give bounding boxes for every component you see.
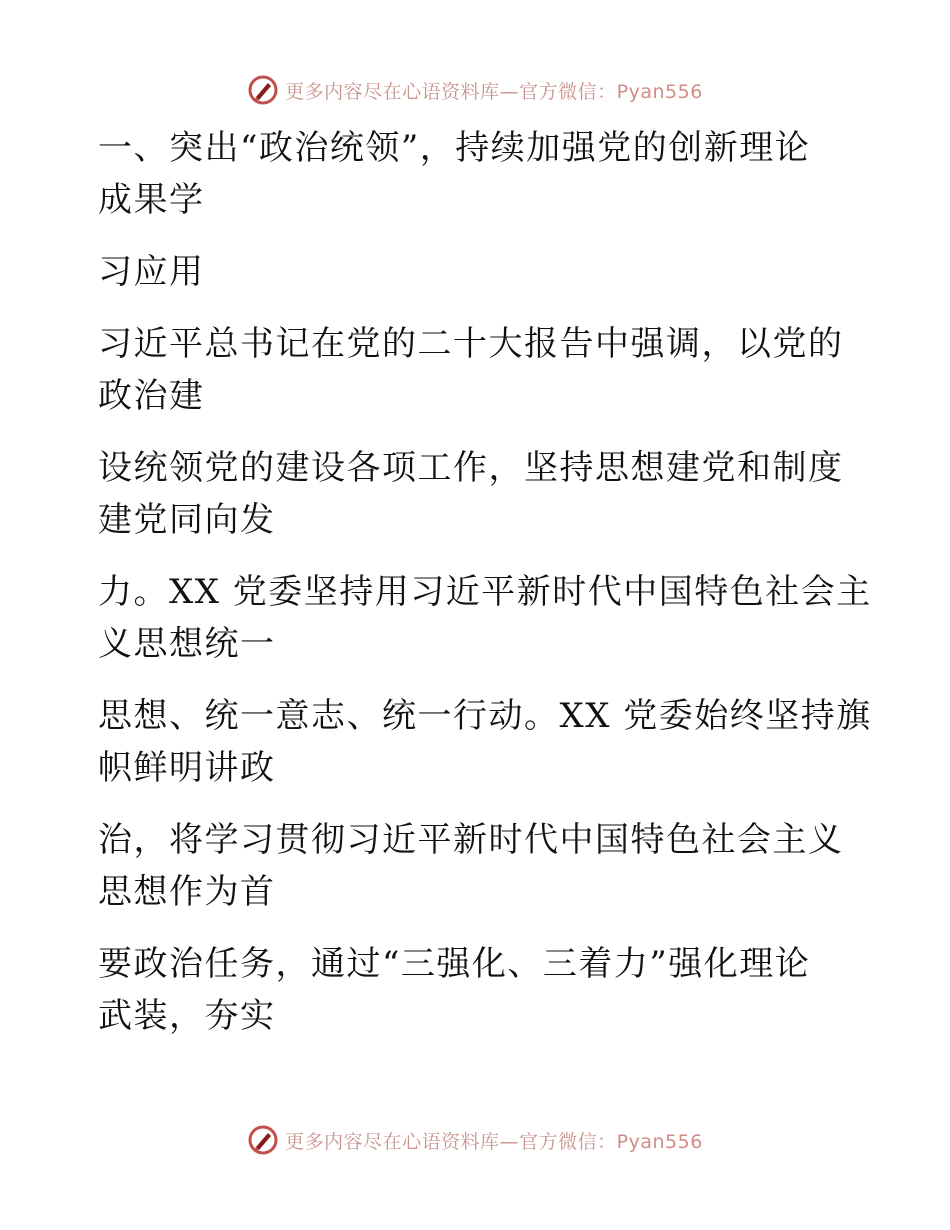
- text-line: 帜鲜明讲政: [98, 748, 276, 788]
- text-line: 建党同向发: [98, 500, 276, 540]
- watermark-text: 更多内容尽在心语资料库—官方微信：Pyan556: [285, 1130, 703, 1153]
- text-line: 力。XX 党委坚持用习近平新时代中国特色社会主: [98, 572, 872, 612]
- document-body: [98, 122, 872, 1042]
- text-line: 一、突出“政治统领”，持续加强党的创新理论: [98, 128, 811, 168]
- text-line: 习近平总书记在党的二十大报告中强调，以党的: [98, 324, 844, 364]
- footer-watermark: [0, 1120, 950, 1160]
- pen-seal-icon: [247, 1124, 279, 1156]
- text-line: 治，将学习贯彻习近平新时代中国特色社会主义: [98, 820, 844, 860]
- text-line: 思想作为首: [98, 872, 276, 912]
- watermark-text: 更多内容尽在心语资料库—官方微信：Pyan556: [285, 80, 703, 103]
- text-line: 设统领党的建设各项工作，坚持思想建党和制度: [98, 448, 844, 488]
- pen-seal-icon: [247, 74, 279, 106]
- text-line: 武装，夯实: [98, 996, 276, 1036]
- text-line: 习应用: [98, 252, 205, 292]
- header-watermark: [0, 70, 950, 110]
- text-line: 成果学: [98, 180, 205, 220]
- text-line: 要政治任务，通过“三强化、三着力”强化理论: [98, 944, 811, 984]
- text-line: 思想、统一意志、统一行动。XX 党委始终坚持旗: [98, 696, 872, 736]
- text-line: 政治建: [98, 376, 205, 416]
- text-line: 义思想统一: [98, 624, 276, 664]
